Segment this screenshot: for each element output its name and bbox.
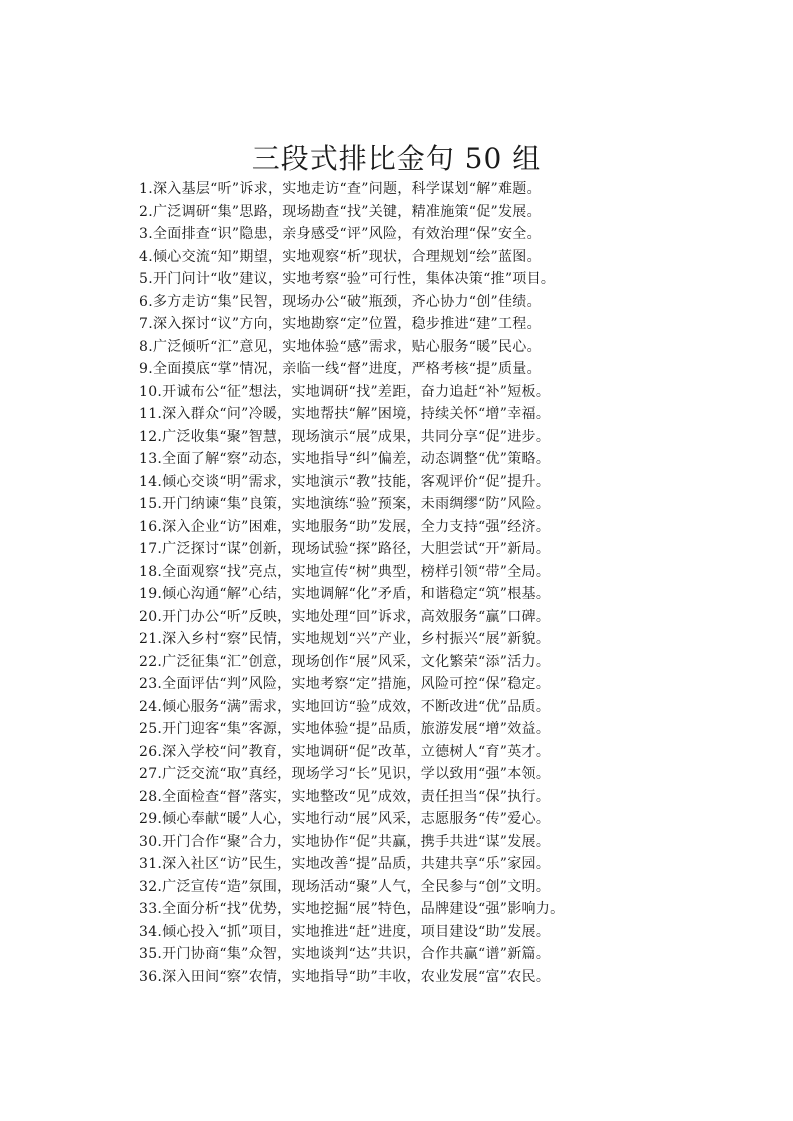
item-number: 32. <box>139 878 163 895</box>
item-number: 3. <box>139 226 153 242</box>
item-number: 18. <box>139 563 163 580</box>
item-number: 24. <box>139 698 163 715</box>
list-item <box>139 898 779 921</box>
item-number: 15. <box>139 496 163 512</box>
item-text: 深入企业“访”困难，实地服务“助”发展，全力支持“强”经济。 <box>162 518 551 535</box>
item-number: 31. <box>139 856 163 872</box>
item-number: 5. <box>139 271 153 287</box>
document-title: 三段式排比金句 50 组 <box>251 142 542 175</box>
item-number: 16. <box>139 518 163 535</box>
item-number: 34. <box>139 923 163 940</box>
list-item <box>139 561 779 584</box>
item-number: 2. <box>139 203 153 220</box>
list-item <box>139 606 779 629</box>
item-text: 广泛倾听“汇”意见，实地体验“感”需求，贴心服务“暖”民心。 <box>152 338 541 355</box>
list-item <box>139 426 779 449</box>
list-item <box>139 696 779 719</box>
item-text: 开门办公“听”反映，实地处理“回”诉求，高效服务“赢”口碑。 <box>162 608 551 625</box>
list-item <box>139 538 779 561</box>
item-text: 开门纳谏“集”良策，实地演练“验”预案，未雨绸缪“防”风险。 <box>162 496 551 512</box>
item-text: 深入社区“访”民生，实地改善“提”品质，共建共享“乐”家园。 <box>162 856 551 872</box>
item-text: 倾心沟通“解”心结，实地调解“化”矛盾，和谐稳定“筑”根基。 <box>162 586 551 602</box>
list-item <box>139 246 779 269</box>
item-text: 多方走访“集”民智，现场办公“破”瓶颈，齐心协力“创”佳绩。 <box>152 293 541 310</box>
item-number: 28. <box>139 788 163 805</box>
item-text: 广泛调研“集”思路，现场勘查“找”关键，精准施策“促”发展。 <box>152 203 541 220</box>
list-item <box>139 808 779 831</box>
item-number: 33. <box>139 901 163 917</box>
item-text: 全面观察“找”亮点，实地宣传“树”典型，榜样引领“带”全局。 <box>162 563 551 580</box>
item-number: 13. <box>139 451 163 467</box>
list-item <box>139 943 779 966</box>
list-item <box>139 718 779 741</box>
list-item <box>139 876 779 899</box>
item-text: 全面排查“识”隐患，亲身感受“评”风险，有效治理“保”安全。 <box>152 226 541 242</box>
item-text: 开门迎客“集”客源，实地体验“提”品质，旅游发展“增”效益。 <box>162 721 551 737</box>
item-number: 1. <box>139 181 153 197</box>
list-item <box>139 471 779 494</box>
item-text: 倾心服务“满”需求，实地回访“验”成效，不断改进“优”品质。 <box>162 698 551 715</box>
item-number: 20. <box>139 608 163 625</box>
item-text: 开门问计“收”建议，实地考察“验”可行性，集体决策“推”项目。 <box>152 271 556 287</box>
item-text: 开门合作“聚”合力，实地协作“促”共赢，携手共进“谋”发展。 <box>162 833 551 850</box>
list-item <box>139 966 779 989</box>
item-number: 9. <box>139 361 153 377</box>
list-item <box>139 853 779 876</box>
item-text: 开门协商“集”众智，实地谈判“达”共识，合作共赢“谱”新篇。 <box>162 946 551 962</box>
list-item <box>139 628 779 651</box>
item-text: 全面评估“判”风险，实地考察“定”措施，风险可控“保”稳定。 <box>162 676 551 692</box>
item-number: 25. <box>139 721 163 737</box>
list-item <box>139 403 779 426</box>
list-item <box>139 201 779 224</box>
list-item <box>139 336 779 359</box>
item-text: 倾心投入“抓”项目，实地推进“赶”进度，项目建设“助”发展。 <box>162 923 551 940</box>
list-item <box>139 673 779 696</box>
list-item <box>139 786 779 809</box>
item-text: 深入群众“问”冷暖，实地帮扶“解”困境，持续关怀“增”幸福。 <box>162 406 551 422</box>
item-text: 广泛征集“汇”创意，现场创作“展”风采，文化繁荣“添”活力。 <box>162 653 551 670</box>
item-text: 全面摸底“掌”情况，亲临一线“督”进度，严格考核“提”质量。 <box>152 361 541 377</box>
list-item <box>139 448 779 471</box>
item-number: 27. <box>139 766 163 782</box>
item-number: 8. <box>139 338 153 355</box>
item-text: 广泛交流“取”真经，现场学习“长”见识，学以致用“强”本领。 <box>162 766 551 782</box>
item-number: 26. <box>139 743 163 760</box>
item-number: 12. <box>139 428 163 445</box>
list-item <box>139 358 779 381</box>
item-number: 6. <box>139 293 153 310</box>
item-number: 23. <box>139 676 163 692</box>
item-text: 倾心交流“知”期望，实地观察“析”现状，合理规划“绘”蓝图。 <box>152 248 541 265</box>
item-text: 深入基层“听”诉求，实地走访“查”问题，科学谋划“解”难题。 <box>152 181 541 197</box>
item-number: 19. <box>139 586 163 602</box>
list-item <box>139 313 779 336</box>
item-number: 21. <box>139 631 163 647</box>
list-item <box>139 831 779 854</box>
item-text: 全面了解“察”动态，实地指导“纠”偏差，动态调整“优”策略。 <box>162 451 551 467</box>
list-item <box>139 651 779 674</box>
list-item <box>139 493 779 516</box>
item-number: 22. <box>139 653 163 670</box>
item-text: 全面分析“找”优势，实地挖掘“展”特色，品牌建设“强”影响力。 <box>162 901 565 917</box>
item-number: 11. <box>139 406 163 422</box>
list-item <box>139 268 779 291</box>
item-number: 14. <box>139 473 163 490</box>
item-number: 36. <box>139 968 163 985</box>
item-number: 17. <box>139 541 163 557</box>
list-item <box>139 921 779 944</box>
item-text: 倾心奉献“暖”人心，实地行动“展”风采，志愿服务“传”爱心。 <box>162 811 551 827</box>
item-text: 深入探讨“议”方向，实地勘察“定”位置，稳步推进“建”工程。 <box>152 316 541 332</box>
list-item <box>139 763 779 786</box>
item-text: 倾心交谈“明”需求，实地演示“教”技能，客观评价“促”提升。 <box>162 473 551 490</box>
list-item <box>139 516 779 539</box>
item-text: 广泛收集“聚”智慧，现场演示“展”成果，共同分享“促”进步。 <box>162 428 551 445</box>
list-item <box>139 741 779 764</box>
list-item <box>139 291 779 314</box>
list-item <box>139 223 779 246</box>
item-text: 深入学校“问”教育，实地调研“促”改革，立德树人“育”英才。 <box>162 743 551 760</box>
list-item <box>139 583 779 606</box>
list-item <box>139 381 779 404</box>
item-number: 7. <box>139 316 153 332</box>
item-text: 广泛探讨“谋”创新，现场试验“探”路径，大胆尝试“开”新局。 <box>162 541 551 557</box>
item-number: 10. <box>139 383 163 400</box>
item-number: 35. <box>139 946 163 962</box>
item-number: 4. <box>139 248 153 265</box>
list-item <box>139 178 779 201</box>
sentence-list <box>139 178 779 988</box>
item-text: 深入田间“察”农情，实地指导“助”丰收，农业发展“富”农民。 <box>162 968 551 985</box>
item-text: 开诚布公“征”想法，实地调研“找”差距，奋力追赶“补”短板。 <box>162 383 551 400</box>
item-text: 广泛宣传“造”氛围，现场活动“聚”人气，全民参与“创”文明。 <box>162 878 551 895</box>
item-text: 深入乡村“察”民情，实地规划“兴”产业，乡村振兴“展”新貌。 <box>162 631 551 647</box>
item-text: 全面检查“督”落实，实地整改“见”成效，责任担当“保”执行。 <box>162 788 551 805</box>
item-number: 30. <box>139 833 163 850</box>
item-number: 29. <box>139 811 163 827</box>
